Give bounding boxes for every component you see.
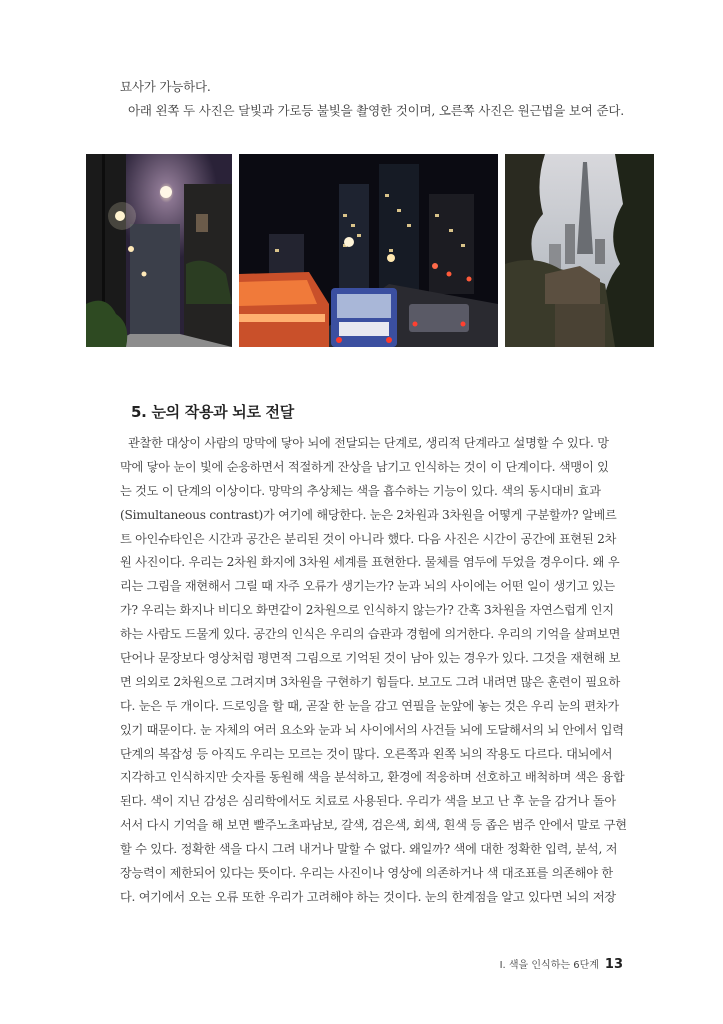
photo-moonlit-alley xyxy=(86,154,232,347)
body-line: 트 아인슈타인은 시간과 공간은 분리된 것이 아니라 했다. 다음 사진은 시간이 공간에 표현된 2차 xyxy=(120,531,617,546)
page-number: 13 xyxy=(604,957,623,972)
body-line: (Simultaneous contrast)가 여기에 해당한다. 눈은 2차원과 3차원을 어떻게 구분할까? 알베르 xyxy=(120,507,617,522)
page-footer xyxy=(500,956,623,972)
photo-city-street-night xyxy=(239,154,498,347)
body-line: 다. 여기에서 오는 오류 또한 우리가 고려해야 하는 것이다. 눈의 한계점을 알고 있다면 뇌의 저장 xyxy=(120,889,616,904)
body-paragraph xyxy=(120,432,642,910)
body-line: 할 수 있다. 정확한 색을 다시 그려 내거나 말할 수 없다. 왜일까? 색에 대한 정확한 입력, 분석, 저 xyxy=(120,842,618,857)
body-line: 가? 우리는 화지나 비디오 화면같이 2차원으로 인식하지 않는가? 간혹 3차원을 자연스럽게 인지 xyxy=(120,603,614,618)
intro-line-2: 아래 왼쪽 두 사진은 달빛과 가로등 불빛을 촬영한 것이며, 오른쪽 사진은 원근법을 보여 준다. xyxy=(128,103,624,118)
body-line: 면 의외로 2차원으로 그려지며 3차원을 구현하기 힘들다. 보고도 그려 내려면 많은 훈련이 필요하 xyxy=(120,674,620,689)
body-line: 는 것도 이 단계의 이상이다. 망막의 추상체는 색을 흡수하는 기능이 있다. 색의 동시대비 효과 xyxy=(120,483,601,498)
body-line: 다. 눈은 두 개이다. 드로잉을 할 때, 곧잘 한 눈을 감고 연필을 눈앞에 놓는 것은 우리 눈의 편차가 xyxy=(120,698,619,713)
body-line: 원 사진이다. 우리는 2차원 화지에 3차원 세계를 표현한다. 물체를 염두에 두었을 경우이다. 왜 우 xyxy=(120,555,620,570)
intro-line-1: 묘사가 가능하다. xyxy=(120,79,211,94)
body-line: 관찰한 대상이 사람의 망막에 닿아 뇌에 전달되는 단계로, 생리적 단계라고 설명할 수 있다. 망 xyxy=(128,436,609,450)
body-line: 단계의 복잡성 등 아직도 우리는 모르는 것이 많다. 오른쪽과 왼쪽 뇌의 작용도 다르다. 대뇌에서 xyxy=(120,746,613,761)
body-line: 단어나 문장보다 영상처럼 평면적 그림으로 기억된 것이 남아 있는 경우가 있다. 그것을 재현해 보 xyxy=(120,651,621,666)
body-line: 장능력이 제한되어 있다는 뜻이다. 우리는 사진이나 영상에 의존하거나 색 대조표를 의존해야 한 xyxy=(120,866,613,881)
body-line: 막에 닿아 눈이 빛에 순응하면서 적절하게 잔상을 남기고 인식하는 것이 이 단계이다. 색맹이 있 xyxy=(120,459,609,474)
section-heading: 5. 눈의 작용과 뇌로 전달 xyxy=(131,403,294,421)
body-line: 하는 사람도 드물게 있다. 공간의 인식은 우리의 습관과 경험에 의거한다. 우리의 기억을 살펴보면 xyxy=(120,627,621,642)
body-line: 된다. 색이 지닌 감성은 심리학에서도 치료로 사용된다. 우리가 색을 보고 난 후 눈을 감거나 돌아 xyxy=(120,794,616,809)
photo-tower-perspective xyxy=(505,154,654,347)
body-line: 지각하고 인식하지만 숫자를 동원해 색을 분석하고, 환경에 적응하며 선호하고 배척하며 색은 융합 xyxy=(120,770,625,785)
body-line: 있기 때문이다. 눈 자체의 여러 요소와 눈과 뇌 사이에서의 사건들 뇌에 도달해서의 뇌 안에서 입력 xyxy=(120,722,624,737)
body-line: 리는 그림을 재현해서 그릴 때 자주 오류가 생기는가? 눈과 뇌의 사이에는 어떤 일이 생기고 있는 xyxy=(120,579,615,594)
footer-chapter: Ⅰ. 색을 인식하는 6단계 xyxy=(499,960,599,971)
body-line: 서서 다시 기억을 해 보면 빨주노초파남보, 갈색, 검은색, 회색, 흰색 등 좁은 범주 안에서 말로 구현 xyxy=(120,818,627,833)
